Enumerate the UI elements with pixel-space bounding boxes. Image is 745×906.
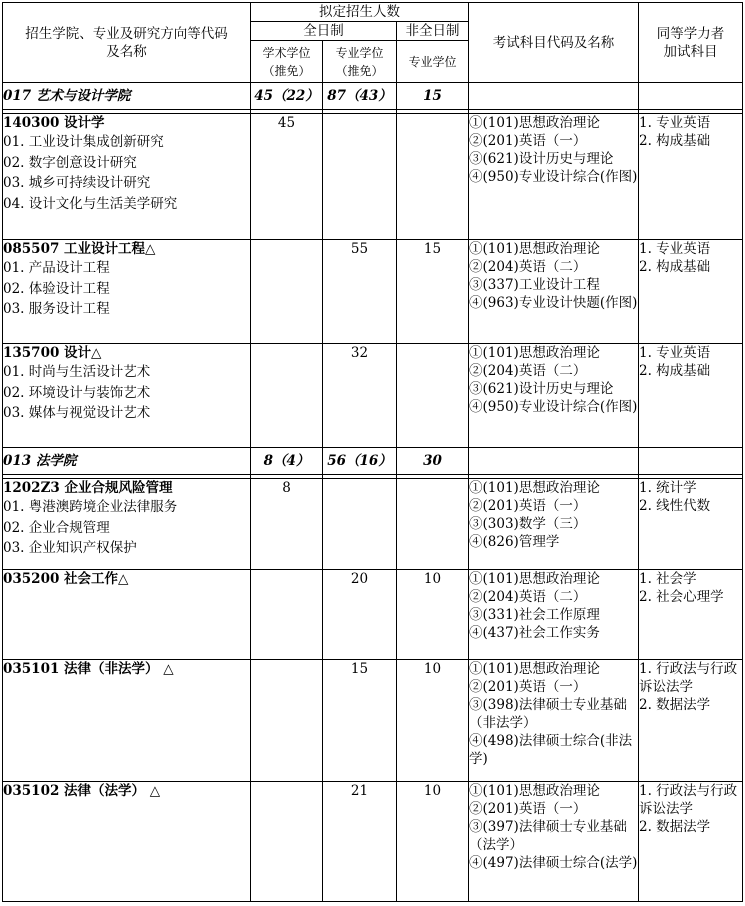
extra-subjects <box>639 344 743 448</box>
exam-subject: ④(497)法律硕士综合(法学) <box>469 855 638 871</box>
exam-subject: ①(101)思想政治理论 <box>469 783 600 799</box>
exam-subject: ④(963)专业设计快题(作图) <box>469 295 638 311</box>
extra-subject: 1. 专业英语 <box>639 241 711 257</box>
header-exam: 考试科目代码及名称 <box>469 3 639 83</box>
major-code: 035101 法律（非法学） △ <box>3 661 174 677</box>
exam-subject: ③(397)法律硕士专业基础（法学） <box>469 819 627 853</box>
exam-subject: ③(303)数学（三） <box>469 516 587 532</box>
major-row <box>3 344 743 448</box>
extra-subject: 2. 构成基础 <box>639 133 711 149</box>
college-row <box>3 83 743 110</box>
exam-subject: ④(437)社会工作实务 <box>469 625 600 641</box>
research-direction: 01. 工业设计集成创新研究 <box>3 134 164 150</box>
exam-subject: ②(201)英语（一） <box>469 679 587 695</box>
parttime-quota <box>397 114 469 240</box>
exam-subject: ①(101)思想政治理论 <box>469 115 600 131</box>
header-plan: 拟定招生人数 <box>251 3 469 22</box>
parttime-quota: 10 <box>397 660 469 782</box>
academic-quota <box>251 660 323 782</box>
professional-quota: 20 <box>323 570 397 660</box>
extra-subjects <box>639 479 743 570</box>
major-cell <box>3 782 251 902</box>
academic-quota <box>251 344 323 448</box>
extra-subject: 1. 行政法与行政诉讼法学 <box>639 661 738 695</box>
exam-subject: ④(826)管理学 <box>469 534 560 550</box>
extra-subject: 2. 数据法学 <box>639 697 711 713</box>
research-direction: 03. 媒体与视觉设计艺术 <box>3 405 151 421</box>
exam-subject: ③(621)设计历史与理论 <box>469 151 614 167</box>
exam-subjects <box>469 660 639 782</box>
extra-subject: 2. 线性代数 <box>639 498 711 514</box>
professional-quota: 55 <box>323 240 397 344</box>
extra-subject: 1. 社会学 <box>639 571 697 587</box>
major-code: 035200 社会工作△ <box>3 571 129 587</box>
exam-subjects <box>469 114 639 240</box>
research-direction: 01. 产品设计工程 <box>3 260 110 276</box>
major-row <box>3 240 743 344</box>
college-academic-count: 45（22） <box>251 83 323 110</box>
exam-subject: ②(204)英语（二） <box>469 259 587 275</box>
professional-quota <box>323 479 397 570</box>
college-parttime-count: 30 <box>397 448 469 475</box>
parttime-quota: 10 <box>397 570 469 660</box>
major-row <box>3 479 743 570</box>
extra-subject: 2. 数据法学 <box>639 819 711 835</box>
college-professional-count: 56（16） <box>323 448 397 475</box>
research-direction: 03. 服务设计工程 <box>3 301 110 317</box>
extra-subjects <box>639 660 743 782</box>
major-row <box>3 114 743 240</box>
major-cell <box>3 479 251 570</box>
academic-quota <box>251 570 323 660</box>
exam-subject: ③(337)工业设计工程 <box>469 277 600 293</box>
extra-subject: 2. 社会心理学 <box>639 589 724 605</box>
exam-subject: ②(204)英语（二） <box>469 363 587 379</box>
exam-subject: ③(331)社会工作原理 <box>469 607 600 623</box>
major-code: 085507 工业设计工程△ <box>3 241 156 257</box>
exam-subjects <box>469 479 639 570</box>
extra-subjects <box>639 782 743 902</box>
academic-quota <box>251 240 323 344</box>
exam-subject: ③(398)法律硕士专业基础（非法学） <box>469 697 627 731</box>
extra-subject: 2. 构成基础 <box>639 259 711 275</box>
research-direction: 01. 粤港澳跨境企业法律服务 <box>3 499 178 515</box>
parttime-quota: 10 <box>397 782 469 902</box>
professional-quota <box>323 114 397 240</box>
header-major: 招生学院、专业及研究方向等代码及名称 <box>3 3 251 83</box>
exam-subject: ④(950)专业设计综合(作图) <box>469 399 638 415</box>
college-row <box>3 448 743 475</box>
research-direction: 02. 体验设计工程 <box>3 280 110 297</box>
major-cell <box>3 570 251 660</box>
major-code: 1202Z3 企业合规风险管理 <box>3 480 173 496</box>
major-row <box>3 782 743 902</box>
header-parttime: 非全日制 <box>397 22 469 41</box>
exam-subjects <box>469 570 639 660</box>
exam-subjects <box>469 782 639 902</box>
major-cell <box>3 114 251 240</box>
exam-subject: ④(950)专业设计综合(作图) <box>469 169 638 185</box>
college-extra-empty <box>639 83 743 110</box>
college-exam-empty <box>469 448 639 475</box>
professional-quota: 15 <box>323 660 397 782</box>
exam-subject: ①(101)思想政治理论 <box>469 571 600 587</box>
extra-subject: 1. 行政法与行政诉讼法学 <box>639 783 738 817</box>
major-cell <box>3 660 251 782</box>
exam-subject: ①(101)思想政治理论 <box>469 241 600 257</box>
college-exam-empty <box>469 83 639 110</box>
academic-quota: 8 <box>251 479 323 570</box>
academic-quota <box>251 782 323 902</box>
parttime-quota <box>397 344 469 448</box>
parttime-quota <box>397 479 469 570</box>
college-professional-count: 87（43） <box>323 83 397 110</box>
admissions-table <box>2 2 743 902</box>
professional-quota: 32 <box>323 344 397 448</box>
exam-subject: ①(101)思想政治理论 <box>469 480 600 496</box>
major-row <box>3 570 743 660</box>
college-parttime-count: 15 <box>397 83 469 110</box>
extra-subject: 1. 专业英语 <box>639 115 711 131</box>
header-extra: 同等学力者加试科目 <box>639 3 743 83</box>
exam-subject: ②(204)英语（二） <box>469 589 587 605</box>
extra-subject: 1. 统计学 <box>639 480 697 496</box>
extra-subject: 2. 构成基础 <box>639 363 711 379</box>
college-academic-count: 8（4） <box>251 448 323 475</box>
exam-subjects <box>469 344 639 448</box>
extra-subjects <box>639 570 743 660</box>
exam-subject: ②(201)英语（一） <box>469 133 587 149</box>
research-direction: 04. 设计文化与生活美学研究 <box>3 195 178 212</box>
extra-subject: 1. 专业英语 <box>639 345 711 361</box>
academic-quota: 45 <box>251 114 323 240</box>
research-direction: 02. 环境设计与装饰艺术 <box>3 384 151 401</box>
exam-subject: ①(101)思想政治理论 <box>469 661 600 677</box>
parttime-quota: 15 <box>397 240 469 344</box>
major-cell <box>3 344 251 448</box>
college-name: 017 艺术与设计学院 <box>3 83 251 110</box>
major-code: 135700 设计△ <box>3 345 102 361</box>
research-direction: 01. 时尚与生活设计艺术 <box>3 364 151 380</box>
exam-subject: ④(498)法律硕士综合(非法学) <box>469 733 633 767</box>
college-extra-empty <box>639 448 743 475</box>
research-direction: 02. 数字创意设计研究 <box>3 154 137 171</box>
college-name: 013 法学院 <box>3 448 251 475</box>
major-code: 035102 法律（法学） △ <box>3 783 161 799</box>
major-row <box>3 660 743 782</box>
header-fulltime: 全日制 <box>251 22 397 41</box>
exam-subject: ③(621)设计历史与理论 <box>469 381 614 397</box>
header-academic: 学术学位（推免） <box>251 41 323 83</box>
exam-subject: ②(201)英语（一） <box>469 498 587 514</box>
exam-subject: ①(101)思想政治理论 <box>469 345 600 361</box>
research-direction: 03. 城乡可持续设计研究 <box>3 175 151 191</box>
research-direction: 02. 企业合规管理 <box>3 519 110 536</box>
major-code: 140300 设计学 <box>3 115 105 131</box>
header-parttime-professional: 专业学位 <box>397 41 469 83</box>
exam-subjects <box>469 240 639 344</box>
professional-quota: 21 <box>323 782 397 902</box>
research-direction: 03. 企业知识产权保护 <box>3 540 137 556</box>
major-cell <box>3 240 251 344</box>
extra-subjects <box>639 114 743 240</box>
exam-subject: ②(201)英语（一） <box>469 801 587 817</box>
extra-subjects <box>639 240 743 344</box>
header-professional: 专业学位（推免） <box>323 41 397 83</box>
